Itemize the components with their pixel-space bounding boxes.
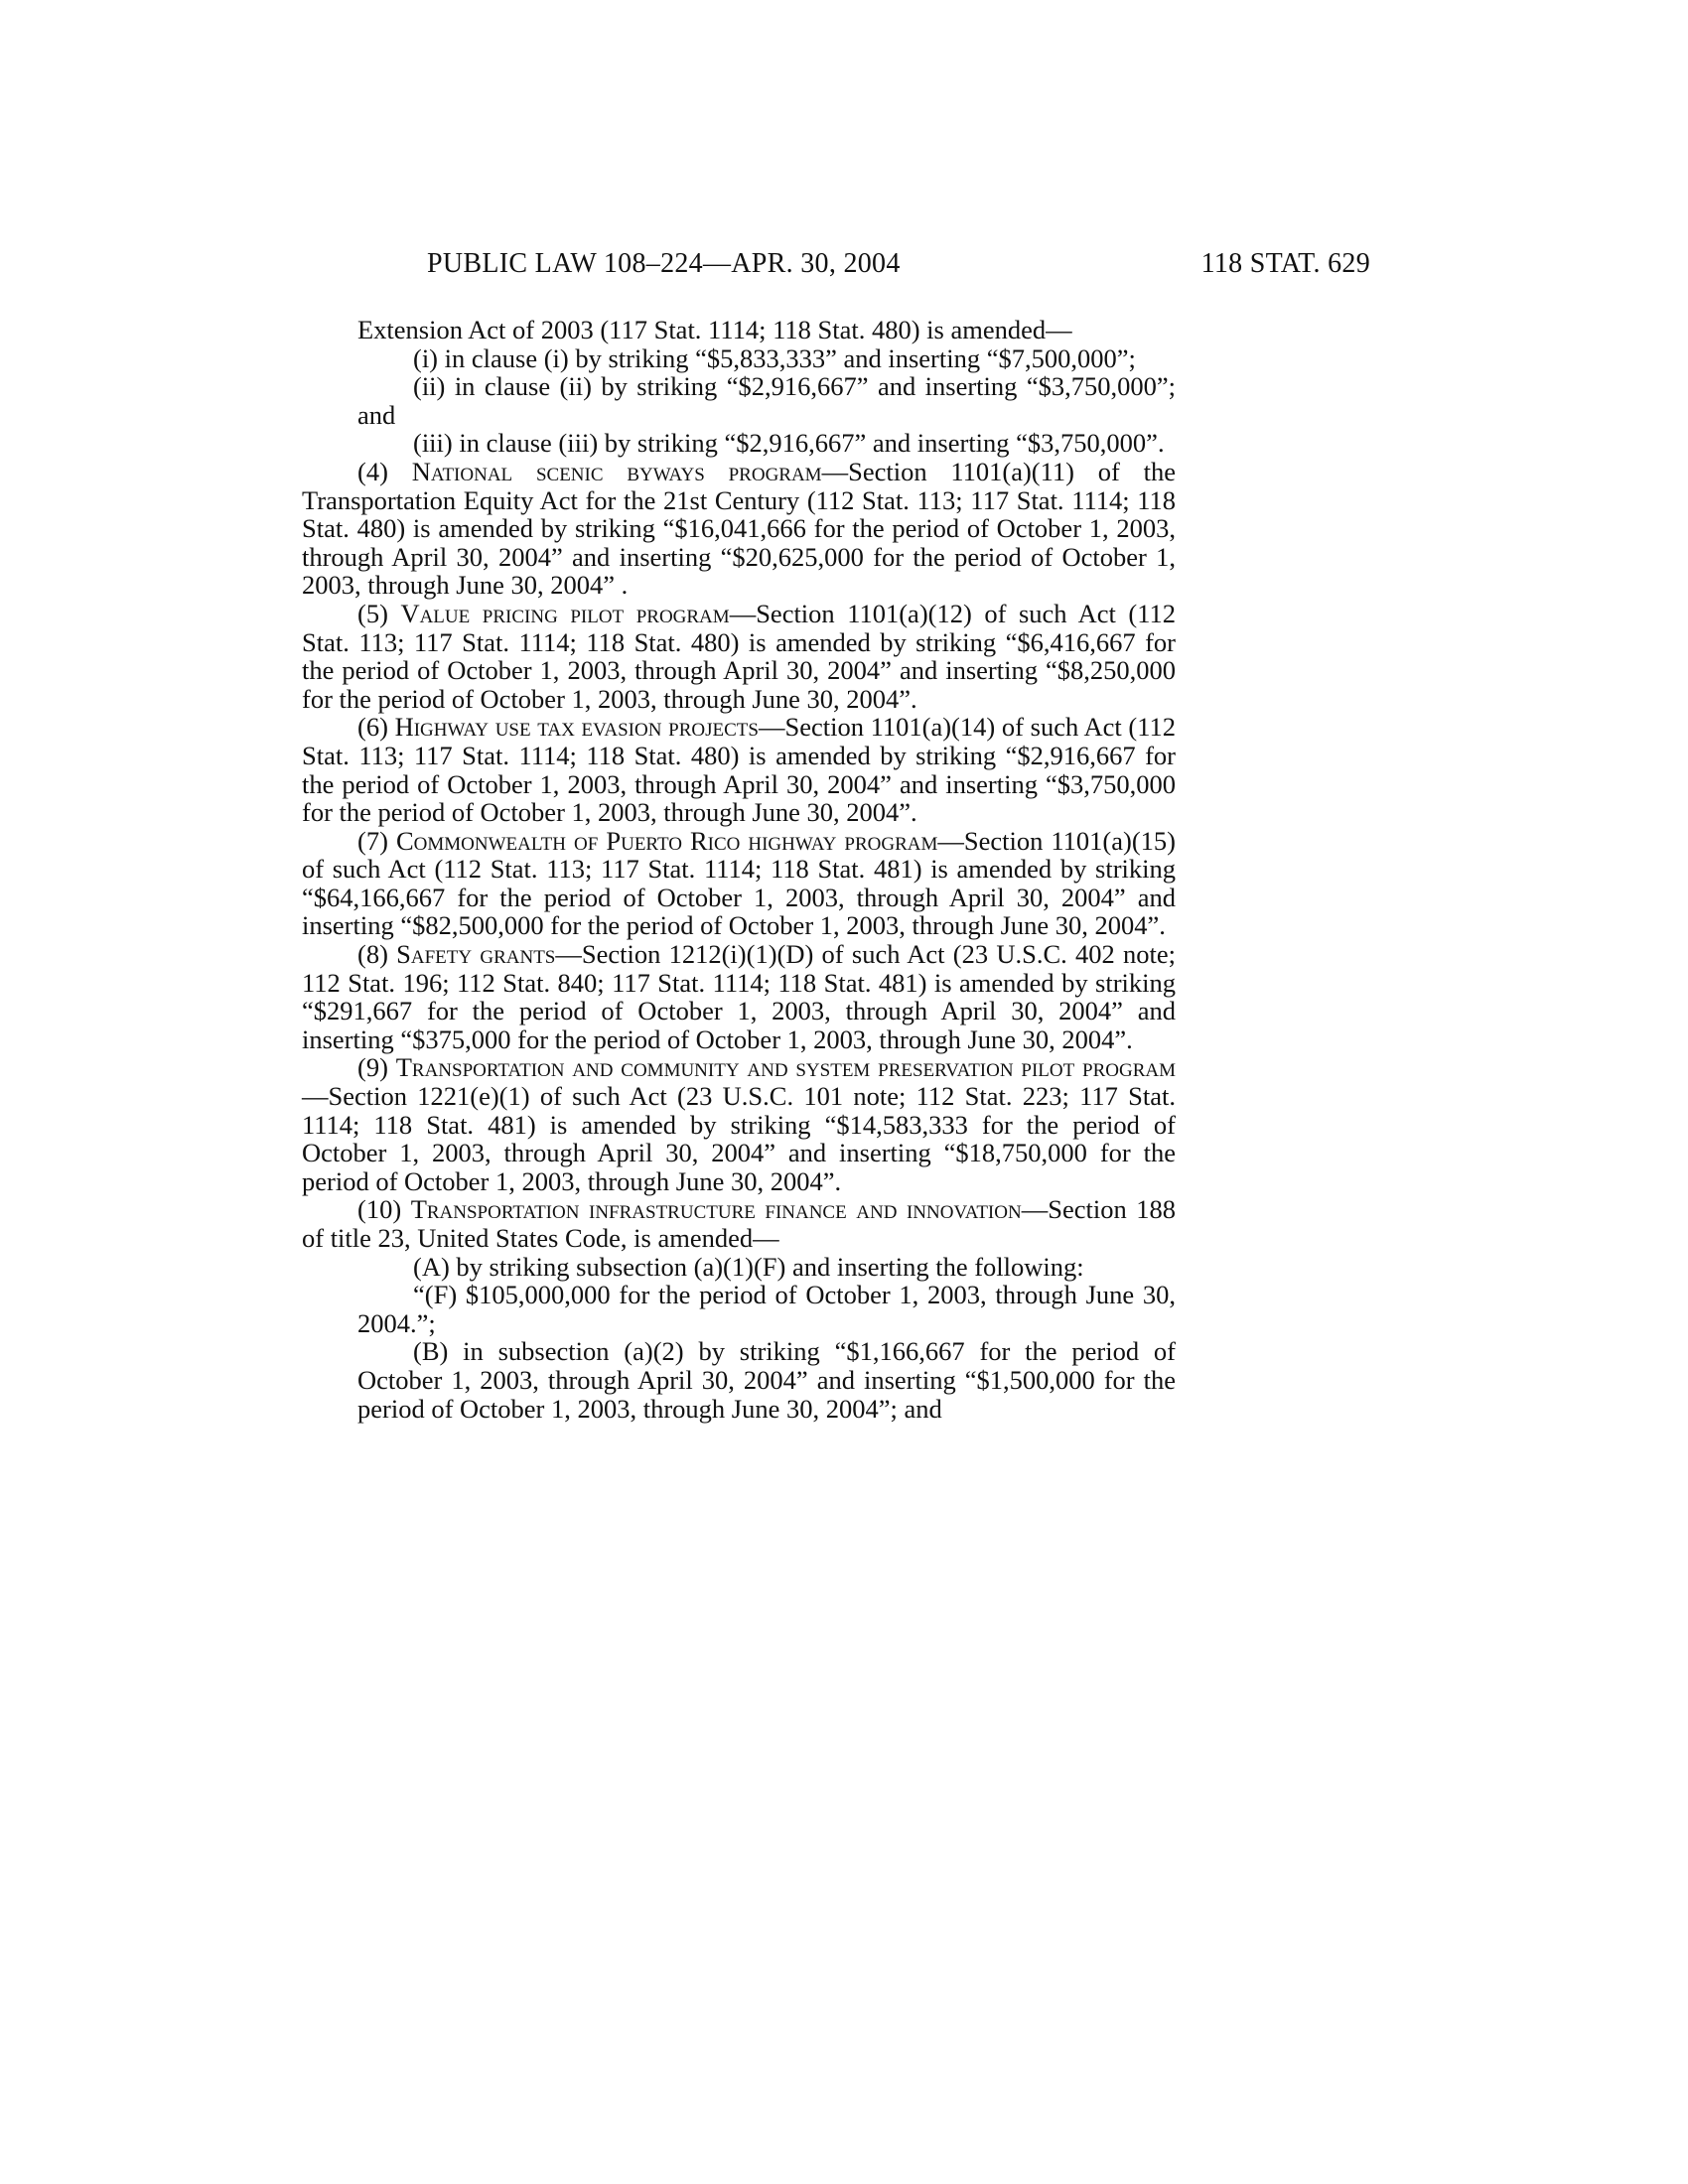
running-header [427,248,1370,288]
document-body [302,315,1177,1424]
paragraph-intro: Extension Act of 2003 (117 Stat. 1114; 118 Stat. 480) is amended— [357,315,1072,344]
heading-infrastructure-finance: Transportation infrastructure finance and innovation [410,1194,1022,1225]
subparagraph-b: (B) in subsection (a)(2) by striking “$1,166,667 for the period of October 1, 2003, through April 30, 2004” and inserting “$1,500,000 for the period of October 1, 2003, through June 30, 2004”; and [357,1336,1176,1424]
header-page-number: 118 STAT. 629 [1200,248,1370,279]
quoted-subparagraph-f: “(F) $105,000,000 for the period of October 1, 2003, through June 30, 2004.”; [357,1280,1176,1338]
paragraph-6: (6) Highway use tax evasion projects—Section 1101(a)(14) of such Act (112 Stat. 113; 117 Stat. 1114; 118 Stat. 480) is amended by striking “$2,916,667 for the period of October 1, 2003, through April 30, 2004” and inserting “$3,750,000 for the period of October 1, 2003, through June 30, 2004”. [302,712,1176,828]
paragraph-4: (4) National scenic byways program—Section 1101(a)(11) of the Transportation Equity Act for the 21st Century (112 Stat. 113; 117 Stat. 1114; 118 Stat. 480) is amended by striking “$16,041,666 for the period of October 1, 2003, through April 30, 2004” and inserting “$20,625,000 for the period of October 1, 2003, through June 30, 2004” . [302,456,1176,601]
heading-value-pricing: Value pricing pilot program [400,598,730,628]
subparagraph-a: (A) by striking subsection (a)(1)(F) and inserting the following: [413,1251,1084,1282]
heading-highway-use-tax: Highway use tax evasion projects [394,712,759,743]
heading-safety-grants: Safety grants [396,939,556,970]
header-title: PUBLIC LAW 108–224—APR. 30, 2004 [427,248,901,279]
clause-i: (i) in clause (i) by striking “$5,833,333” and inserting “$7,500,000”; [413,342,1136,373]
paragraph-10: (10) Transportation infrastructure finance and innovation—Section 188 of title 23, United States Code, is amended— [302,1194,1176,1253]
paragraph-9: (9) Transportation and community and system preservation pilot program—Section 1221(e)(1) of such Act (23 U.S.C. 101 note; 112 Stat. 223; 117 Stat. 1114; 118 Stat. 481) is amended by striking “$14,583,333 for the period of October 1, 2003, through April 30, 2004” and inserting “$18,750,000 for the period of October 1, 2003, through June 30, 2004”. [302,1052,1176,1196]
heading-community-preservation: Transportation and community and system preservation pilot program [395,1052,1176,1083]
paragraph-8: (8) Safety grants—Section 1212(i)(1)(D) of such Act (23 U.S.C. 402 note; 112 Stat. 196; 112 Stat. 840; 117 Stat. 1114; 118 Stat. 481) is amended by striking “$291,667 for the period of October 1, 2003, through April 30, 2004” and inserting “$375,000 for the period of October 1, 2003, through June 30, 2004”. [302,939,1176,1054]
paragraph-5: (5) Value pricing pilot program—Section 1101(a)(12) of such Act (112 Stat. 113; 117 Stat. 1114; 118 Stat. 480) is amended by striking “$6,416,667 for the period of October 1, 2003, through April 30, 2004” and inserting “$8,250,000 for the period of October 1, 2003, through June 30, 2004”. [302,598,1177,714]
paragraph-7: (7) Commonwealth of Puerto Rico highway program—Section 1101(a)(15) of such Act (112 Stat. 113; 117 Stat. 1114; 118 Stat. 481) is amended by striking “$64,166,667 for the period of October 1, 2003, through April 30, 2004” and inserting “$82,500,000 for the period of October 1, 2003, through June 30, 2004”. [302,825,1176,941]
heading-puerto-rico: Commonwealth of Puerto Rico highway program [395,825,938,856]
clause-iii: (iii) in clause (iii) by striking “$2,916,667” and inserting “$3,750,000”. [413,428,1165,459]
heading-national-scenic-byways: National scenic byways program [411,456,822,486]
clause-ii: (ii) in clause (ii) by striking “$2,916,667” and inserting “$3,750,000”; and [357,371,1176,430]
